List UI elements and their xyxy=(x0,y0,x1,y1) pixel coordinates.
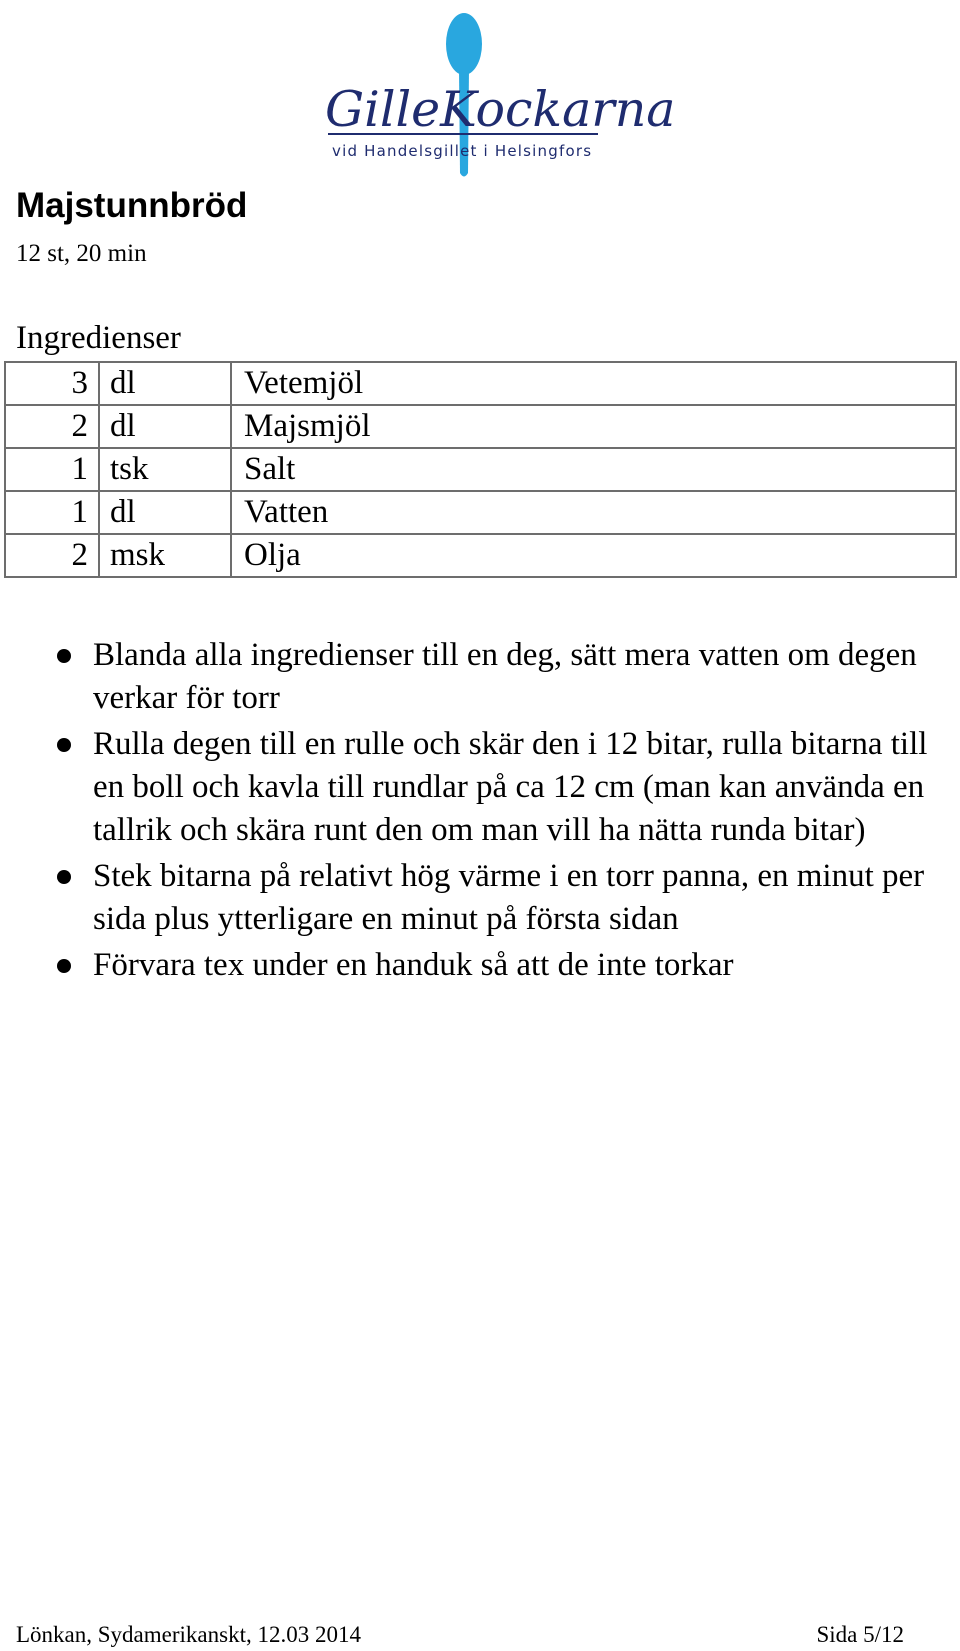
bullet-icon xyxy=(57,738,71,752)
list-item xyxy=(0,855,940,941)
logo-tagline: vid Handelsgillet i Helsingfors xyxy=(332,142,593,160)
list-item xyxy=(0,723,940,852)
ingredient-name: Vetemjöl xyxy=(231,362,956,405)
logo-name: GilleKockarna xyxy=(325,81,676,138)
table-row xyxy=(5,405,956,448)
ingredients-table xyxy=(4,361,957,578)
ingredient-name: Salt xyxy=(231,448,956,491)
recipe-title: Majstunnbröd xyxy=(16,186,248,225)
bullet-icon xyxy=(57,870,71,884)
bullet-icon xyxy=(57,649,71,663)
ingredient-name: Vatten xyxy=(231,491,956,534)
step-text: Stek bitarna på relativt hög värme i en torr panna, en minut per sida plus ytterligare en minut på första sidan xyxy=(93,858,925,937)
ingredient-qty: 2 xyxy=(5,534,99,577)
ingredient-unit: dl xyxy=(99,491,231,534)
ingredients-heading: Ingredienser xyxy=(16,320,181,356)
ingredient-name: Olja xyxy=(231,534,956,577)
ingredient-qty: 1 xyxy=(5,491,99,534)
table-row xyxy=(5,491,956,534)
step-text: Förvara tex under en handuk så att de inte torkar xyxy=(93,947,734,983)
recipe-subtitle: 12 st, 20 min xyxy=(16,240,147,267)
gillekockarna-logo xyxy=(325,8,676,183)
step-text: Rulla degen till en rulle och skär den i 12 bitar, rulla bitarna till en boll och kavla till rundlar på ca 12 cm (man kan använda en tallrik och skära runt den om man vill ha nätta runda bitar) xyxy=(93,726,928,848)
footer-source: Lönkan, Sydamerikanskt, 12.03 2014 xyxy=(16,1622,361,1647)
step-text: Blanda alla ingredienser till en deg, sätt mera vatten om degen verkar för torr xyxy=(93,637,917,716)
list-item xyxy=(0,634,940,720)
ingredient-qty: 3 xyxy=(5,362,99,405)
ingredient-qty: 2 xyxy=(5,405,99,448)
ingredient-unit: msk xyxy=(99,534,231,577)
ingredient-unit: dl xyxy=(99,362,231,405)
page-number: Sida 5/12 xyxy=(816,1622,904,1647)
list-item xyxy=(0,944,940,987)
ingredient-qty: 1 xyxy=(5,448,99,491)
table-row xyxy=(5,534,956,577)
table-row xyxy=(5,448,956,491)
bullet-icon xyxy=(57,959,71,973)
instruction-list xyxy=(0,634,940,990)
ingredient-unit: dl xyxy=(99,405,231,448)
ingredient-unit: tsk xyxy=(99,448,231,491)
ingredient-name: Majsmjöl xyxy=(231,405,956,448)
table-row xyxy=(5,362,956,405)
